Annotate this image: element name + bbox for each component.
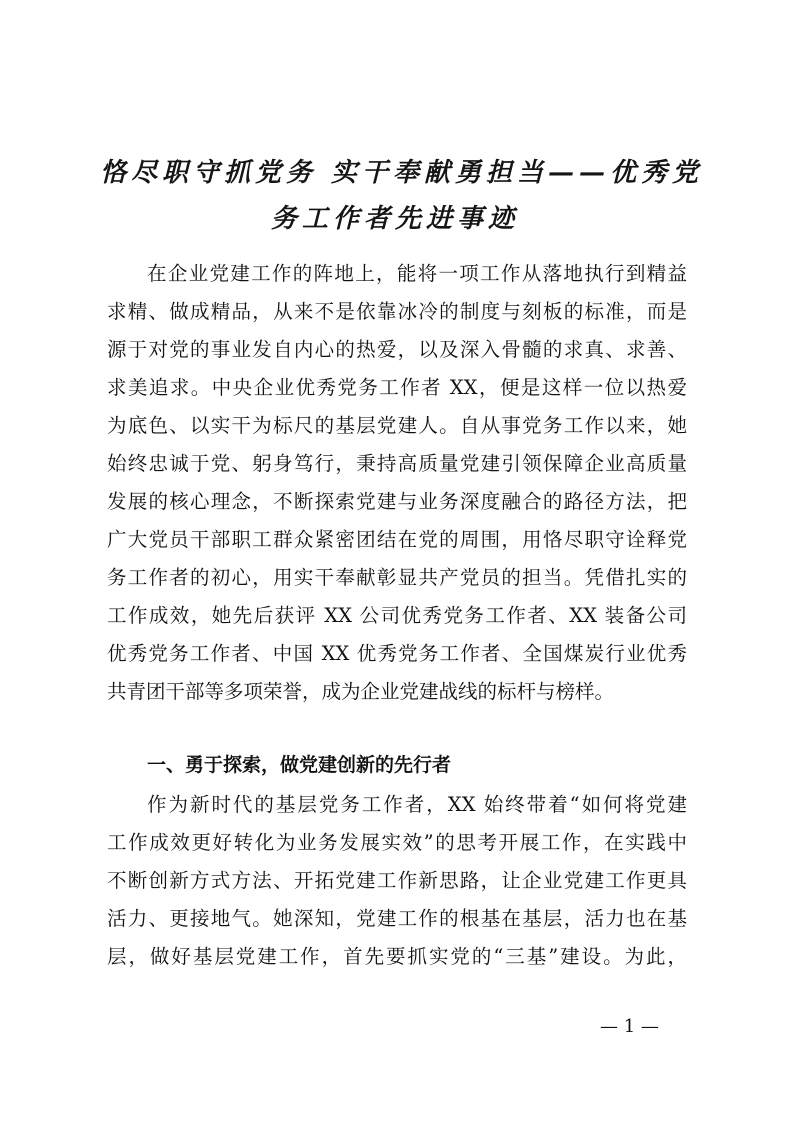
paragraph-line: 在企业党建工作的阵地上，能将一项工作从落地执行到精益 [147, 262, 687, 285]
paragraph-line: 求美追求。中央企业优秀党务工作者 XX，便是这样一位以热爱 [107, 376, 687, 399]
page-number: — 1 — [600, 1016, 659, 1037]
document-title-line-2: 务工作者先进事迹 [270, 204, 519, 234]
paragraph-line: 始终忠诚于党、躬身笃行，秉持高质量党建引领保障企业高质量 [107, 452, 687, 475]
paragraph-line: 活力、更接地气。她深知，党建工作的根基在基层，活力也在基 [107, 907, 687, 930]
paragraph-line: 作为新时代的基层党务工作者，XX 始终带着“如何将党建 [147, 793, 687, 816]
paragraph-line: 优秀党务工作者、中国 XX 优秀党务工作者、全国煤炭行业优秀 [107, 642, 687, 665]
section-heading: 一、勇于探索，做党建创新的先行者 [147, 754, 452, 776]
paragraph-line: 共青团干部等多项荣誉，成为企业党建战线的标杆与榜样。 [107, 680, 615, 703]
paragraph-line: 工作成效，她先后获评 XX 公司优秀党务工作者、XX 装备公司 [107, 604, 687, 627]
paragraph-line: 务工作者的初心，用实干奉献彰显共产党员的担当。凭借扎实的 [107, 566, 687, 589]
document-title-line-1: 恪尽职守抓党务 实干奉献勇担当——优秀党 [100, 158, 704, 188]
paragraph-line: 不断创新方式方法、开拓党建工作新思路，让企业党建工作更具 [107, 869, 687, 892]
paragraph-line: 源于对党的事业发自内心的热爱，以及深入骨髓的求真、求善、 [107, 338, 687, 361]
paragraph-line: 为底色、以实干为标尺的基层党建人。自从事党务工作以来，她 [107, 414, 687, 437]
paragraph-line: 广大党员干部职工群众紧密团结在党的周围，用恪尽职守诠释党 [107, 528, 687, 551]
paragraph-line: 发展的核心理念，不断探索党建与业务深度融合的路径方法，把 [107, 490, 687, 513]
paragraph-line: 工作成效更好转化为业务发展实效”的思考开展工作，在实践中 [107, 831, 687, 854]
paragraph-line: 求精、做成精品，从来不是依靠冰冷的制度与刻板的标准，而是 [107, 300, 687, 323]
paragraph-line: 层，做好基层党建工作，首先要抓实党的“三基”建设。为此， [107, 945, 687, 968]
